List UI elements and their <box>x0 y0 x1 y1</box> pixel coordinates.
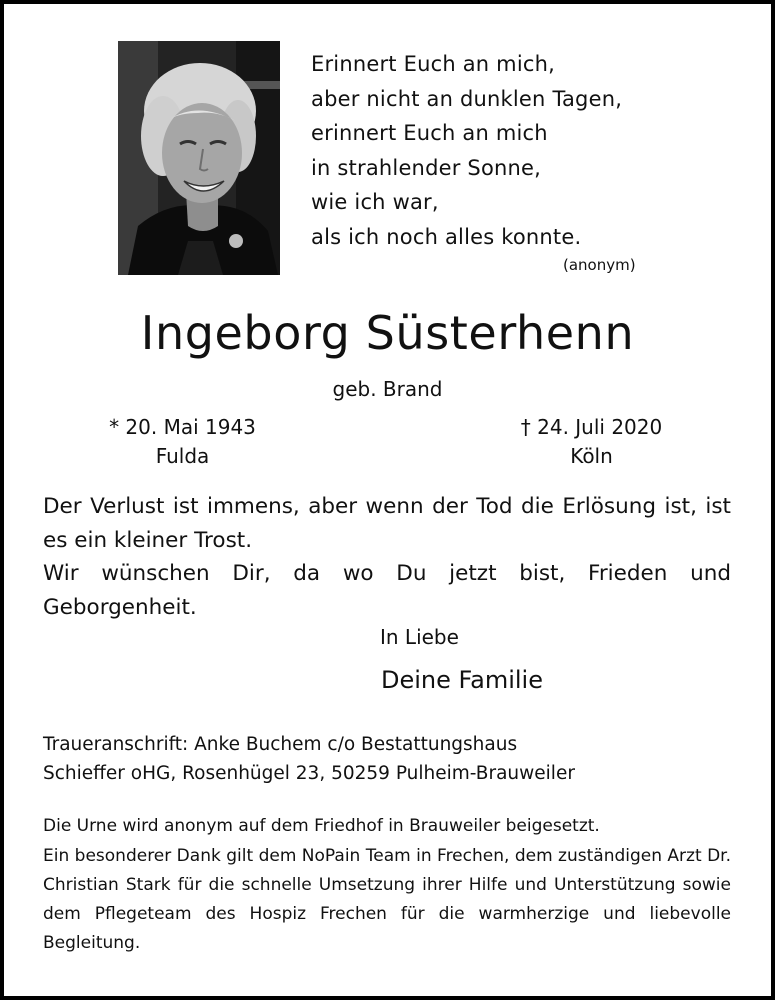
birth-place: Fulda <box>155 444 210 468</box>
portrait-photo <box>118 41 280 275</box>
closing-phrase: In Liebe <box>380 625 459 649</box>
mourning-address <box>43 730 575 788</box>
birth-date: * 20. Mai 1943 <box>109 415 256 439</box>
death-date: † 24. Juli 2020 <box>520 415 663 439</box>
birth-info <box>100 413 265 471</box>
poem-line: Erinnert Euch an mich, <box>311 52 556 76</box>
deceased-name: Ingeborg Süsterhenn <box>140 306 635 360</box>
poem-line: in strahlender Sonne, <box>311 155 542 180</box>
message-paragraph-1: Der Verlust ist immens, aber wenn der Tod die Erlösung ist, ist es ein kleiner Trost. <box>43 494 731 553</box>
address-line-1: Traueranschrift: Anke Buchem c/o Bestattungshaus <box>43 734 518 755</box>
maiden-name: geb. Brand <box>332 377 443 401</box>
poem-line: erinnert Euch an mich <box>311 121 548 145</box>
address-line-2: Schieffer oHG, Rosenhügel 23, 50259 Pulheim-Brauweiler <box>43 763 575 784</box>
poem <box>311 47 622 254</box>
urn-note: Die Urne wird anonym auf dem Friedhof in Brauweiler beigesetzt. <box>43 816 600 836</box>
thanks-note: Ein besonderer Dank gilt dem NoPain Team in Frechen, dem zuständigen Arzt Dr. Christian Stark für die schnelle Umsetzung ihrer Hilfe und Unterstützung sowie dem Pflegeteam des Hospiz Frechen für die warmherzige und liebevolle Begleitung. <box>43 846 731 953</box>
family-signature: Deine Familie <box>381 666 543 694</box>
portrait-image <box>118 41 280 275</box>
poem-author: (anonym) <box>563 256 636 274</box>
poem-line: wie ich war, <box>311 190 439 214</box>
poem-line: als ich noch alles konnte. <box>311 224 582 249</box>
death-place: Köln <box>570 444 613 468</box>
death-info <box>509 413 674 471</box>
poem-line: aber nicht an dunklen Tagen, <box>311 86 623 111</box>
message-paragraph-2: Wir wünschen Dir, da wo Du jetzt bist, Frieden und Geborgenheit. <box>43 561 731 620</box>
